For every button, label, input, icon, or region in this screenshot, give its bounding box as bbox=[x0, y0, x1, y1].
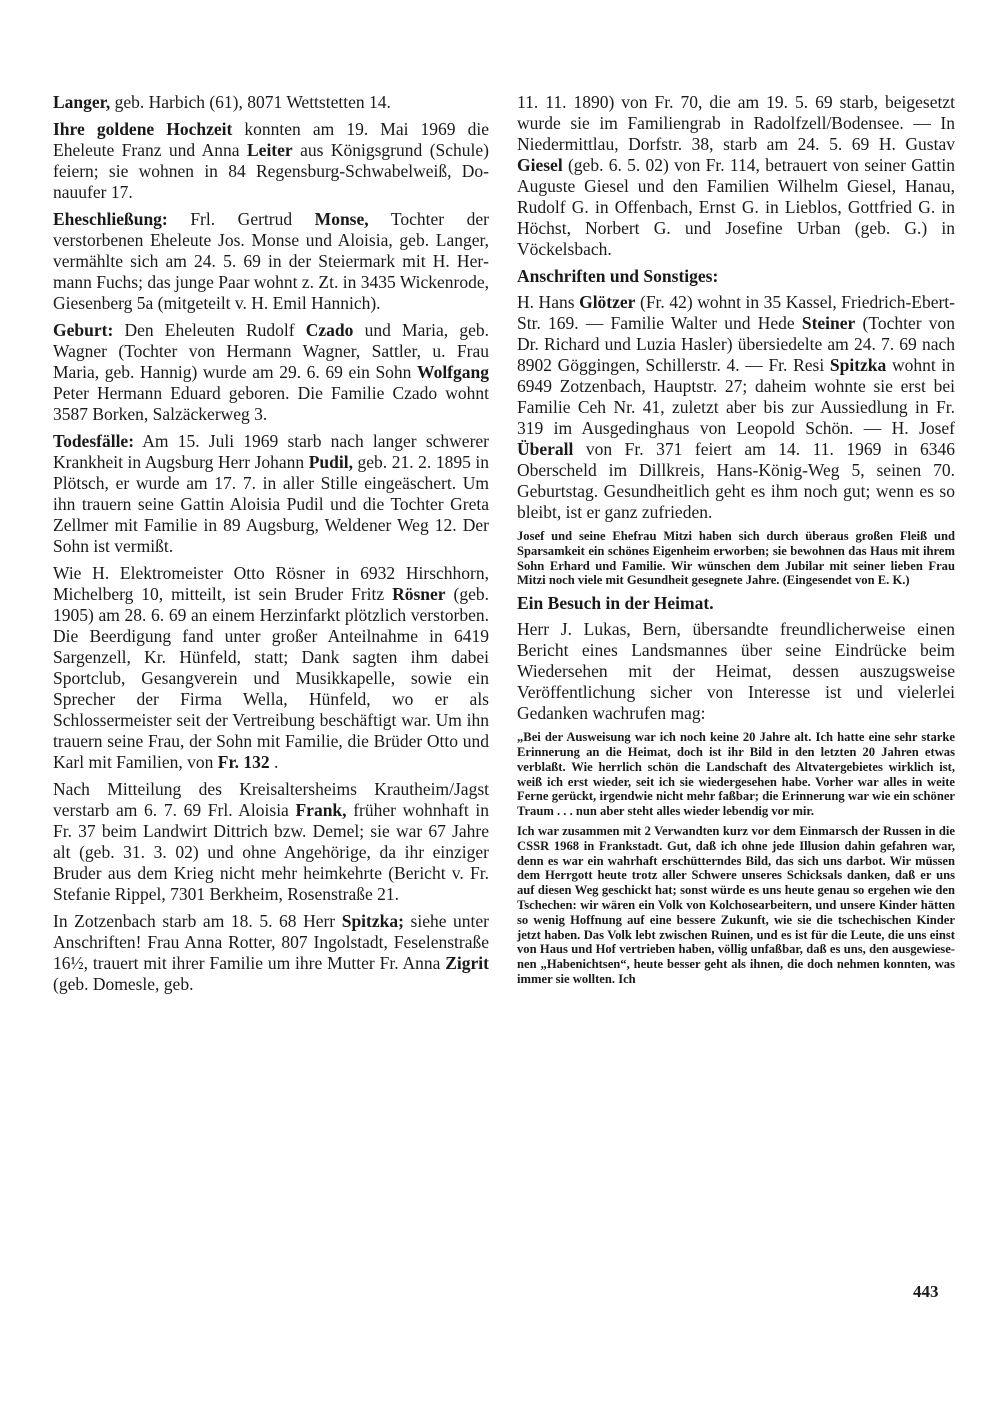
text-segment: „Bei der Ausweisung war ich noch keine 20 Jahre alt. Ich hatte eine sehr starke Erinnerung an die Heimat, doch ist ihr Bild in den letzten 20 Jahren etwas verblaßt. Wie herrlich schön die Landschaft des Altvatergebietes wirklich ist, weiß ich erst wieder, seit ich sie wiedergesehen habe. Vorher war alles in weite Ferne gerückt, irgendwie nicht mehr faßbar; die Erinnerung war wie ein schöner Traum . . . nun aber steht alles wieder lebendig vor mir. bbox=[517, 730, 955, 819]
paragraph bbox=[53, 119, 489, 203]
paragraph bbox=[517, 92, 955, 260]
text-segment: Ich war zusammen mit 2 Verwandten kurz vor dem Einmarsch der Russen in die CSSR 1968 in Frankstadt. Gut, daß ich ohne jede Illusion dahin gefahren war, denn es war ein wahrhaft erschütterndes Bild, das sich uns darbot. Wir müssen dem Herrgott heute trotz aller Schwere unseres Schicksals danken, daß er uns auf diesen Weg geschickt hat; sonst würde es uns heute genau so ergehen wie den Tschechen: wir wären ein Volk von Kolchosearbeitern, und unsere Kinder hätten so wenig Hoffnung auf eine bessere Zukunft, wie sie die tschechischen Kinder jetzt haben. Das Volk lebt zwischen Ruinen, und es ist für die Leute, die uns einst von Haus und Hof vertrieben haben, völlig unfaßbar, daß es uns, den ausgewiesenen „Habenichtsen“, heute besser geht als ihnen, die doch nehmen konnten, was immer sie wollten. Ich bbox=[517, 823, 955, 986]
paragraph bbox=[53, 563, 489, 773]
paragraph bbox=[517, 619, 955, 724]
bold-text: Eheschließung: bbox=[53, 209, 168, 229]
bold-text: Steiner bbox=[801, 313, 856, 333]
text-segment: siehe unter Anschriften! Frau Anna Rotter, 807 Ingolstadt, Feselenstraße 16½, trauert mit ihrer Familie um ihre Mutter Fr. Anna bbox=[53, 911, 490, 973]
text-segment: aus Königsgrund (Schule) feiern; sie wohnen in 84 Regensburg-Schwabelweiß, Donauufer 17. bbox=[53, 140, 489, 202]
section-heading bbox=[517, 266, 955, 287]
text-segment: . bbox=[269, 752, 279, 772]
text-segment: Ein Besuch in der Heimat. bbox=[517, 593, 714, 614]
paragraph bbox=[53, 779, 489, 905]
paragraph bbox=[517, 292, 955, 523]
bold-text: Frank, bbox=[295, 800, 347, 820]
text-segment: Den Eheleuten Rudolf bbox=[113, 320, 306, 340]
text-segment: wohnt in 6949 Zotzenbach, Hauptstr. 27; daheim wohnte sie erst bei Familie Ceh Nr. 41, zuletzt aber bis zur Aussiedlung in Fr. 319 im Ausgedinghaus von Leopold Schön. — H. Josef bbox=[517, 355, 955, 438]
text-segment: Herr J. Lukas, Bern, übersandte freundlicherweise einen Bericht eines Landsmannes über seine Eindrücke beim Wiedersehen mit der Heimat, dessen auszugsweise Veröffentlichung sicher von Interesse ist und vielerlei Gedanken wachrufen mag: bbox=[517, 619, 955, 724]
text-segment: Peter Hermann Eduard geboren. Die Familie Czado wohnt 3587 Borken, Salzäckerweg 3. bbox=[53, 383, 489, 424]
right-column bbox=[517, 92, 955, 992]
small-print-paragraph bbox=[517, 529, 955, 588]
bold-text: Todesfälle: bbox=[53, 431, 135, 451]
paragraph bbox=[53, 431, 489, 557]
text-segment: Tochter der verstorbenen Eheleute Jos. Monse und Aloisia, geb. Langer, vermählte sich am 24. 5. 69 in der Steiermark mit H. Hermann Fuchs; das junge Paar wohnt z. Zt. in 3435 Wickenrode, Giesenberg 5a (mitgeteilt v. H. Emil Hannich). bbox=[53, 209, 489, 313]
paragraph bbox=[53, 92, 489, 113]
text-segment: H. Hans bbox=[517, 292, 580, 312]
text-segment: (geb. 6. 5. 02) von Fr. 114, betrauert von seiner Gattin Auguste Giesel und den Familien Wilhelm Giesel, Hanau, Rudolf G. in Offenbach, Ernst G. in Lieblos, Gottfried G. in Höchst, Norbert G. und Josefine Urban (geb. G.) in Vöckelsbach. bbox=[517, 155, 955, 259]
text-segment: früher wohnhaft in Fr. 37 beim Landwirt Dittrich bzw. Demel; sie war 67 Jahre alt (geb. 31. 3. 02) und ohne Angehörige, da ihr einziger Bruder aus dem Krieg nicht mehr heimkehrte (Bericht v. Fr. Stefanie Rippel, 7301 Berkheim, Rosenstraße 21. bbox=[53, 800, 489, 904]
text-segment: und Maria, geb. Wagner (Tochter von Hermann Wagner, Sattler, u. Frau Maria, geb. Hannig) wurde am 29. 6. 69 ein Sohn bbox=[53, 320, 489, 382]
text-segment: Nach Mitteilung des Kreisaltersheims Krautheim/Jagst verstarb am 6. 7. 69 Frl. Aloisia bbox=[53, 779, 489, 820]
bold-text: Spitzka bbox=[829, 355, 887, 375]
text-segment: (geb. Domesle, geb. bbox=[53, 974, 194, 994]
bold-text: Fr. 132 bbox=[217, 752, 270, 772]
bold-text: Wolfgang bbox=[417, 362, 489, 382]
text-segment: geb. Harbich (61), 8071 Wettstetten 14. bbox=[110, 92, 391, 112]
small-print-paragraph bbox=[517, 824, 955, 987]
bold-text: Giesel bbox=[517, 155, 563, 175]
paragraph bbox=[53, 209, 489, 314]
bold-text: Ihre goldene Hochzeit bbox=[53, 119, 233, 139]
text-segment: In Zotzenbach starb am 18. 5. 68 Herr bbox=[53, 911, 342, 931]
bold-text: Monse, bbox=[314, 209, 369, 229]
bold-text: Geburt: bbox=[53, 320, 114, 340]
bold-text: Spitzka; bbox=[341, 911, 404, 931]
text-segment: Frl. Gertrud bbox=[167, 209, 315, 229]
text-segment: Am 15. Juli 1969 starb nach langer schwerer Krankheit in Augsburg Herr Johann bbox=[53, 431, 489, 472]
text-segment: Josef und seine Ehefrau Mitzi haben sich durch überaus großen Fleiß und Sparsamkeit ein schönes Eigenheim erworben; sie bewohnen das Haus mit ihrem Sohn Erhard und Familie. Wir wünschen dem Jubilar mit seiner lieben Frau Mitzi noch viele mit Gesundheit gesegnete Jahre. (Eingesendet von E. K.) bbox=[517, 529, 955, 588]
bold-text: Überall bbox=[517, 439, 574, 459]
text-segment: (Tochter von Dr. Richard und Luzia Hasler) übersiedelte am 24. 7. 69 nach 8902 Göggingen, Schillerstr. 4. — Fr. Resi bbox=[517, 313, 955, 375]
bold-text: Rösner bbox=[392, 584, 446, 604]
text-segment: Wie H. Elektromeister Otto Rösner in 6932 Hirschhorn, Michelberg 10, mitteilt, ist sein Bruder Fritz bbox=[53, 563, 489, 604]
bold-text: Czado bbox=[305, 320, 354, 340]
bold-text: Glötzer bbox=[579, 292, 636, 312]
text-segment: Anschriften und Sonstiges: bbox=[517, 266, 719, 286]
section-heading bbox=[517, 593, 955, 614]
page-number: 443 bbox=[913, 1282, 939, 1301]
text-segment: 11. 11. 1890) von Fr. 70, die am 19. 5. 69 starb, beigesetzt wurde sie im Familiengrab in Radolfzell/Bodensee. — In Niedermittlau, Dorfstr. 38, starb am 24. 5. 69 H. Gustav bbox=[517, 92, 955, 154]
left-column bbox=[53, 92, 489, 1001]
text-segment: konnten am 19. Mai 1969 die Eheleute Franz und Anna bbox=[53, 119, 489, 160]
bold-text: Langer, bbox=[53, 92, 111, 112]
paragraph bbox=[53, 911, 489, 995]
text-segment: (geb. 1905) am 28. 6. 69 an einem Herzinfarkt plötzlich verstorben. Die Beerdigung fand unter großer Anteilnahme in 6419 Sargenzell, Kr. Hünfeld, statt; Dank sagten ihm dabei Sportclub, Gesangverein und Musikkapelle, sowie ein Sprecher der Firma Wella, Hünfeld, wo er als Schlossermeister seit der Vertreibung beschäftigt war. Um ihn trauern seine Frau, der Sohn mit Familie, die Brüder Otto und Karl mit Familien, von bbox=[53, 584, 489, 772]
bold-text: Zigrit bbox=[445, 953, 489, 973]
bold-text: Pudil, bbox=[308, 452, 353, 472]
bold-text: Leiter bbox=[247, 140, 293, 160]
small-print-paragraph bbox=[517, 730, 955, 819]
text-segment: geb. 21. 2. 1895 in Plötsch, er wurde am 17. 7. in aller Stille eingeäschert. Um ihn trauern seine Gattin Aloisia Pudil und die Tochter Greta Zellmer mit Familie in 89 Augsburg, Weldener Weg 12. Der Sohn ist vermißt. bbox=[53, 452, 489, 556]
text-segment: von Fr. 371 feiert am 14. 11. 1969 in 6346 Oberscheld im Dillkreis, Hans-König-Weg 5, seinen 70. Geburtstag. Gesundheitlich geht es ihm noch gut; wenn es so bleibt, ist er ganz zufrieden. bbox=[517, 439, 955, 522]
text-segment: (Fr. 42) wohnt in 35 Kassel, Friedrich-Ebert-Str. 169. — Familie Walter und Hede bbox=[517, 292, 955, 333]
paragraph bbox=[53, 320, 489, 425]
